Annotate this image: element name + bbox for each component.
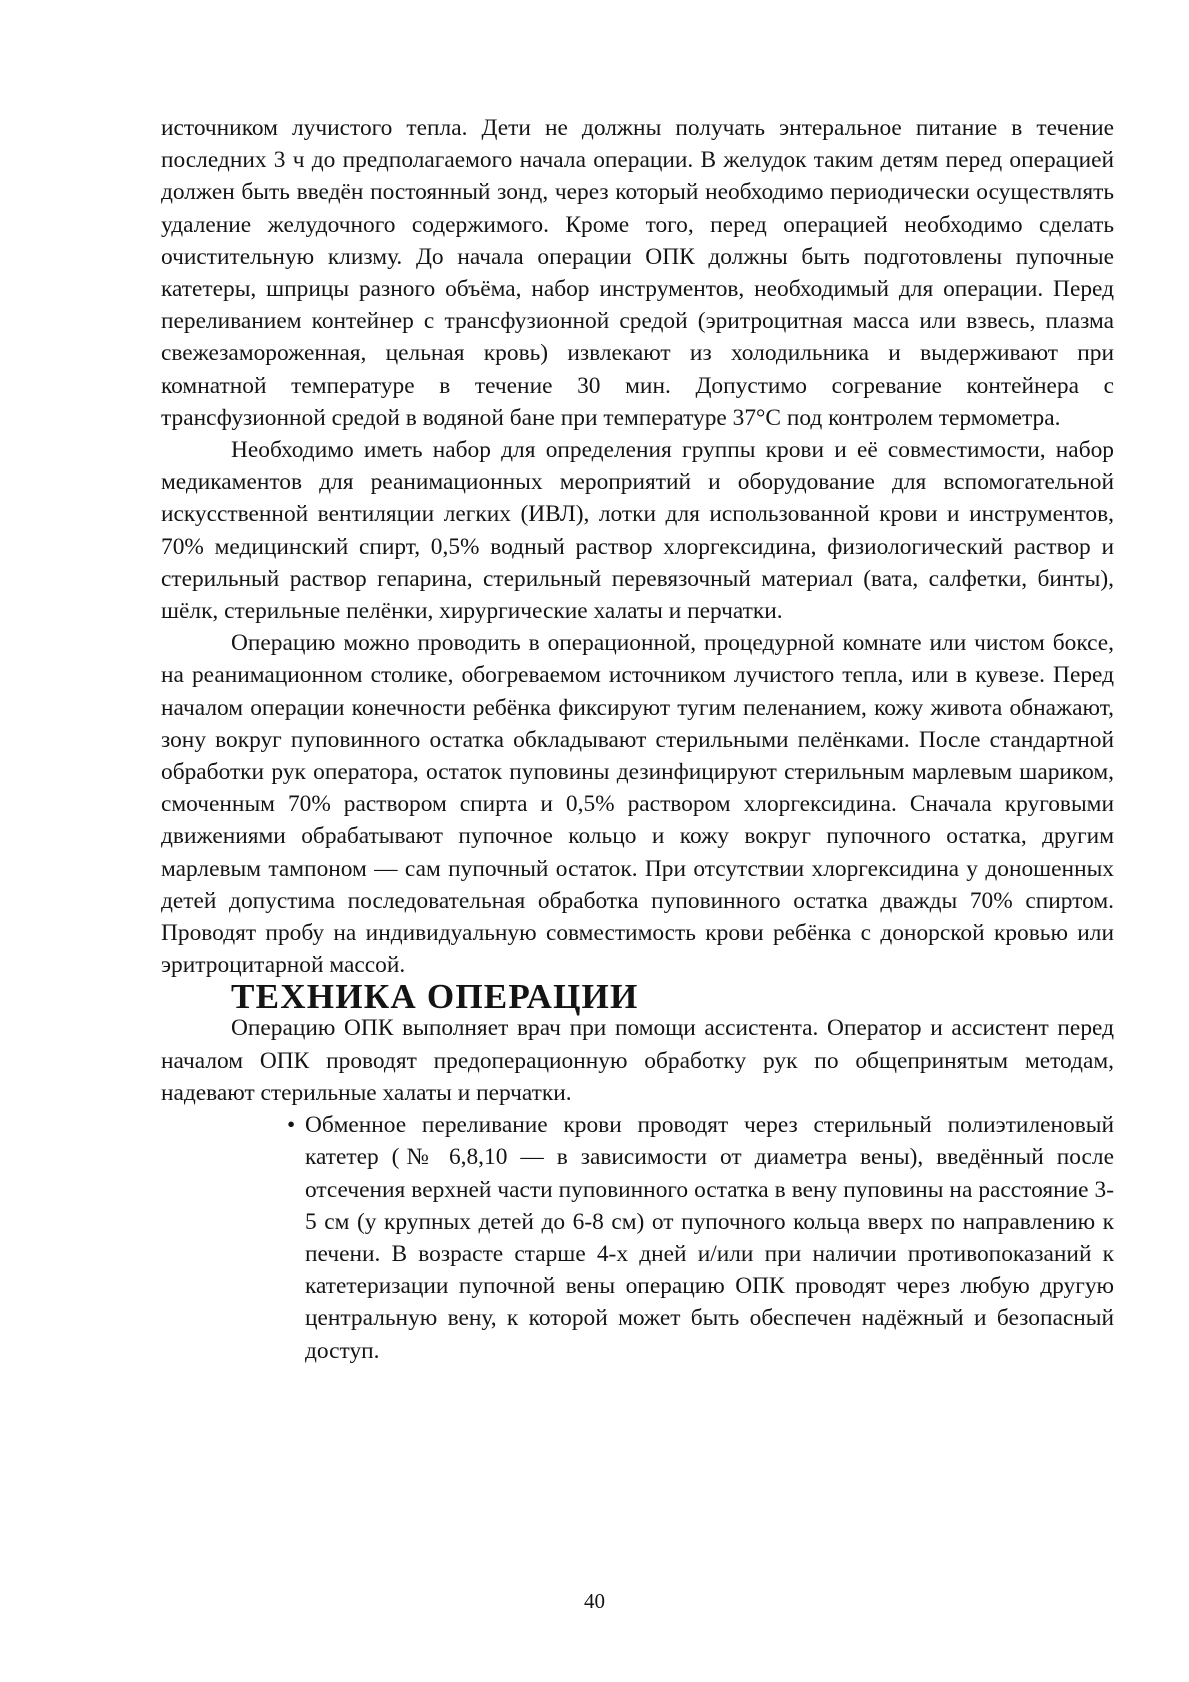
paragraph-equipment: Необходимо иметь набор для определения группы крови и её совместимости, набор медикаментов для реанимационных мероприятий и оборудование для вспомогательной искусственной вентиляции легких (ИВЛ), лотки для использованной крови и инструментов, 70% медицинский спирт, 0,5% водный раствор хлоргексидина, физиологический раствор и стерильный раствор гепарина, стерильный перевязочный материал (вата, салфетки, бинты), шёлк, стерильные пелёнки, хирургические халаты и перчатки. bbox=[161, 437, 1114, 625]
list-item-text: Обменное переливание крови проводят через стерильный полиэтиленовый катетер (№ 6,8,10 — в зависимости от диаметра вены), введённый после отсечения верхней части пуповинного остатка в вену пуповины на расстояние 3-5 см (у крупных детей до 6-8 см) от пупочного кольца вверх по направлению к печени. В возрасте старше 4-х дней и/или при наличии противопоказаний к катетеризации пупочной вены операцию ОПК проводят через любую другую центральную вену, к которой может быть обеспечен надёжный и безопасный доступ. bbox=[305, 1112, 1114, 1364]
bullet-list bbox=[161, 1109, 1114, 1367]
page-number: 40 bbox=[584, 1589, 605, 1613]
paragraph-technique: Операцию ОПК выполняет врач при помощи ассистента. Оператор и ассистент перед началом ОПК проводят предоперационную обработку рук по общепринятым методам, надевают стерильные халаты и перчатки. bbox=[161, 1015, 1114, 1106]
list-item bbox=[287, 1109, 1114, 1367]
paragraph-operation-setup: Операцию можно проводить в операционной, процедурной комнате или чистом боксе, на реанимационном столике, обогреваемом источником лучистого тепла, или в кувезе. Перед началом операции конечности ребёнка фиксируют тугим пеленанием, кожу живота обнажают, зону вокруг пуповинного остатка обкладывают стерильными пелёнками. После стандартной обработки рук оператора, остаток пуповины дезинфицируют стерильным марлевым шариком, смоченным 70% раствором спирта и 0,5% раствором хлоргексидина. Сначала круговыми движениями обрабатывают пупочное кольцо и кожу вокруг пупочного остатка, другим марлевым тампоном — сам пупочный остаток. При отсутствии хлоргексидина у доношенных детей допустима последовательная обработка пуповинного остатка дважды 70% спиртом. Проводят пробу на индивидуальную совместимость крови ребёнка с донорской кровью или эритроцитарной массой. bbox=[161, 630, 1114, 979]
section-heading: ТЕХНИКА ОПЕРАЦИИ bbox=[231, 977, 639, 1017]
paragraph-preparation: источником лучистого тепла. Дети не должны получать энтеральное питание в течение последних 3 ч до предполагаемого начала операции. В желудок таким детям перед операцией должен быть введён постоянный зонд, через который необходимо периодически осуществлять удаление желудочного содержимого. Кроме того, перед операцией необходимо сделать очистительную клизму. До начала операции ОПК должны быть подготовлены пупочные катетеры, шприцы разного объёма, набор инструментов, необходимый для операции. Перед переливанием контейнер с трансфузионной средой (эритроцитная масса или взвесь, плазма свежезамороженная, цельная кровь) извлекают из холодильника и выдерживают при комнатной температуре в течение 30 мин. Допустимо согревание контейнера с трансфузионной средой в водяной бане при температуре 37°С под контролем термометра. bbox=[161, 115, 1114, 431]
document-page bbox=[161, 112, 1114, 1367]
bullet-marker: • bbox=[287, 1112, 296, 1139]
